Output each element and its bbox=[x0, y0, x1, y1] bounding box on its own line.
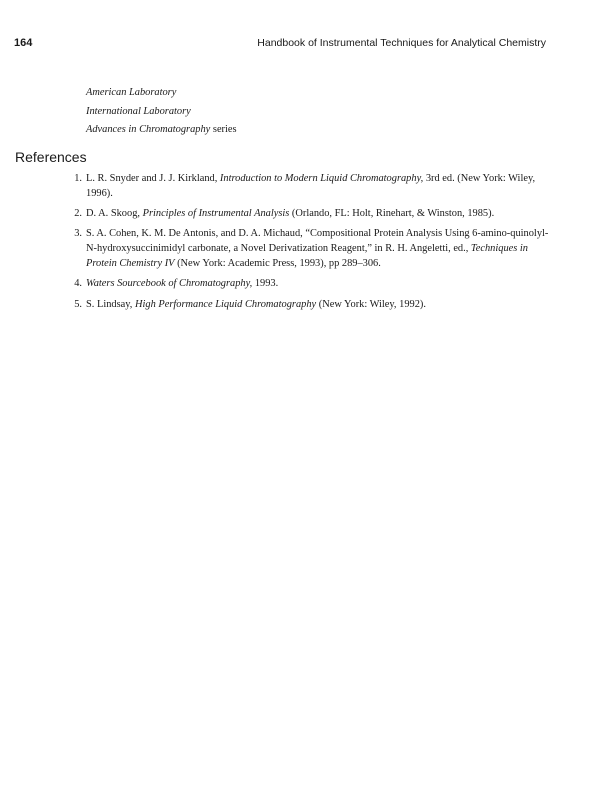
journal-item: Advances in Chromatography series bbox=[86, 124, 237, 135]
reference-list bbox=[70, 172, 556, 318]
reference-item bbox=[70, 227, 556, 271]
reference-number: 5. bbox=[74, 298, 82, 310]
reference-item bbox=[70, 207, 556, 222]
reference-text: S. A. Cohen, K. M. De Antonis, and D. A. Michaud, “Compositional Protein Analysis Using 6-amino-quinolyl-N-hydroxysuccinimidyl carbonate, a Novel Derivatization Reagent,” in R. H. Angeletti, ed., Techniques in Protein Chemistry IV (New York: Academic Press, 1993), pp 289–306. bbox=[86, 228, 549, 269]
reference-number: 2. bbox=[74, 208, 82, 220]
reference-item bbox=[70, 298, 556, 313]
reference-text: L. R. Snyder and J. J. Kirkland, Introduction to Modern Liquid Chromatography, 3rd ed. (New York: Wiley, 1996). bbox=[86, 173, 536, 199]
reference-text: D. A. Skoog, Principles of Instrumental Analysis (Orlando, FL: Holt, Rinehart, & Winston, 1985). bbox=[86, 208, 495, 220]
reference-item bbox=[70, 172, 556, 202]
journal-item: American Laboratory bbox=[86, 87, 177, 98]
reference-number: 1. bbox=[74, 173, 82, 184]
reference-number: 4. bbox=[74, 278, 82, 290]
journal-list bbox=[86, 84, 237, 140]
reference-item bbox=[70, 277, 556, 292]
running-title: Handbook of Instrumental Techniques for Analytical Chemistry bbox=[257, 37, 546, 49]
journal-item: International Laboratory bbox=[86, 105, 191, 117]
section-heading-references: References bbox=[15, 149, 87, 165]
reference-text: Waters Sourcebook of Chromatography, 1993. bbox=[86, 278, 279, 290]
reference-text: S. Lindsay, High Performance Liquid Chromatography (New York: Wiley, 1992). bbox=[86, 298, 426, 310]
page-number: 164 bbox=[14, 37, 33, 49]
reference-number: 3. bbox=[74, 228, 82, 240]
